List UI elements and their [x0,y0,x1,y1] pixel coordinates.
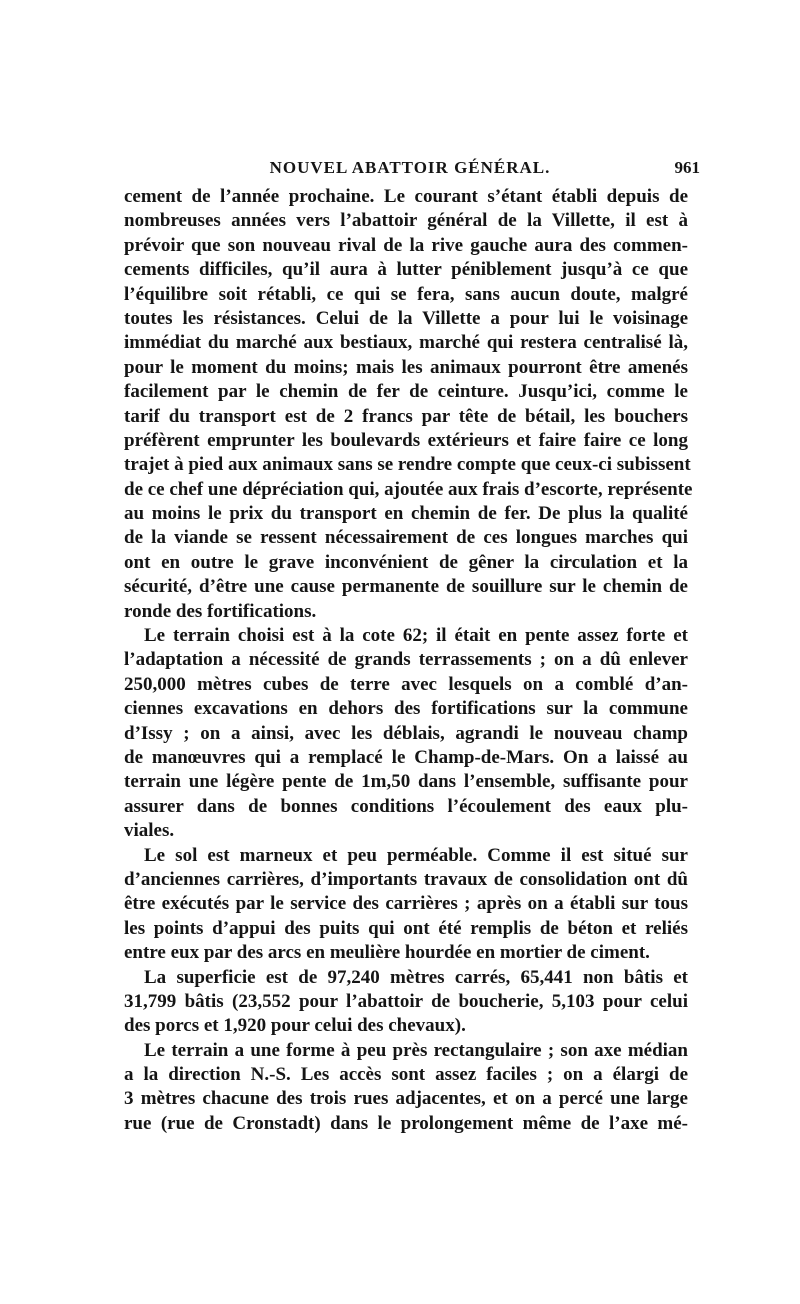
text-line: ciennes excavations en dehors des fortifications sur la commune [124,698,688,720]
text-line: nombreuses années vers l’abattoir général de la Villette, il est à [124,210,688,232]
text-line: l’équilibre soit rétabli, ce qui se fera, sans aucun doute, malgré [124,283,688,305]
text-line: 31,799 bâtis (23,552 pour l’abattoir de boucherie, 5,103 pour celui [124,990,688,1012]
text-line: d’anciennes carrières, d’importants travaux de consolidation ont dû [124,868,688,890]
text-line: cements difficiles, qu’il aura à lutter péniblement jusqu’à ce que [124,259,688,281]
text-line: 250,000 mètres cubes de terre avec lesquels on a comblé d’an- [124,673,688,695]
text-line: terrain une légère pente de 1m,50 dans l’ensemble, suffisante pour [124,771,688,793]
paragraph-last-line: entre eux par des arcs en meulière hourdée en mortier de ciment. [124,942,650,964]
text-line: sécurité, d’être une cause permanente de souillure sur le chemin de [124,576,688,598]
running-head [120,155,700,181]
text-line: toutes les résistances. Celui de la Villette a pour lui le voisinage [124,307,688,329]
paragraph-last-line: ronde des fortifications. [124,600,317,622]
body-text [124,185,693,1136]
paragraph-first-line: Le terrain a une forme à peu près rectangulaire ; son axe médian [144,1039,688,1061]
text-line: cement de l’année prochaine. Le courant s’étant établi depuis de [124,186,688,207]
text-line: immédiat du marché aux bestiaux, marché qui restera centralisé là, [124,332,688,354]
text-line: de ce chef une dépréciation qui, ajoutée aux frais d’escorte, représente [124,478,693,500]
text-line: pour le moment du moins; mais les animaux pourront être amenés [124,356,688,378]
paragraph-first-line: Le terrain choisi est à la cote 62; il était en pente assez forte et [144,625,688,647]
text-line: être exécutés par le service des carrières ; après on a établi sur tous [124,893,688,915]
text-line: tarif du transport est de 2 francs par tête de bétail, les bouchers [124,405,688,427]
page-number: 961 [674,158,700,177]
text-line: trajet à pied aux animaux sans se rendre compte que ceux-ci subissent [124,454,691,476]
text-line: les points d’appui des puits qui ont été remplis de béton et reliés [124,917,688,939]
text-line: a la direction N.-S. Les accès sont assez faciles ; on a élargi de [124,1064,688,1086]
running-title: NOUVEL ABATTOIR GÉNÉRAL. [269,158,551,177]
paragraph-first-line: La superficie est de 97,240 mètres carrés, 65,441 non bâtis et [144,966,688,988]
text-line: rue (rue de Cronstadt) dans le prolongement même de l’axe mé- [124,1112,688,1134]
text-line: assurer dans de bonnes conditions l’écoulement des eaux plu- [124,795,688,817]
paragraph-last-line: des porcs et 1,920 pour celui des chevaux). [124,1015,466,1037]
paragraph-last-line: viales. [124,820,175,842]
text-line: facilement par le chemin de fer de ceinture. Jusqu’ici, comme le [124,381,688,403]
paragraph-first-line: Le sol est marneux et peu perméable. Comme il est situé sur [144,844,688,866]
text-line: prévoir que son nouveau rival de la rive gauche aura des commen- [124,234,688,256]
text-line: préfèrent emprunter les boulevards extérieurs et faire faire ce long [124,429,688,451]
text-line: l’adaptation a nécessité de grands terrassements ; on a dû enlever [124,649,688,671]
text-line: 3 mètres chacune des trois rues adjacentes, et on a percé une large [124,1088,688,1110]
text-line: ont en outre le grave inconvénient de gêner la circulation et la [124,551,688,573]
text-line: de manœuvres qui a remplacé le Champ-de-Mars. On a laissé au [124,746,688,768]
text-line: d’Issy ; on a ainsi, avec les déblais, agrandi le nouveau champ [124,722,688,744]
text-line: au moins le prix du transport en chemin de fer. De plus la qualité [124,503,688,525]
text-line: de la viande se ressent nécessairement de ces longues marches qui [124,527,688,549]
